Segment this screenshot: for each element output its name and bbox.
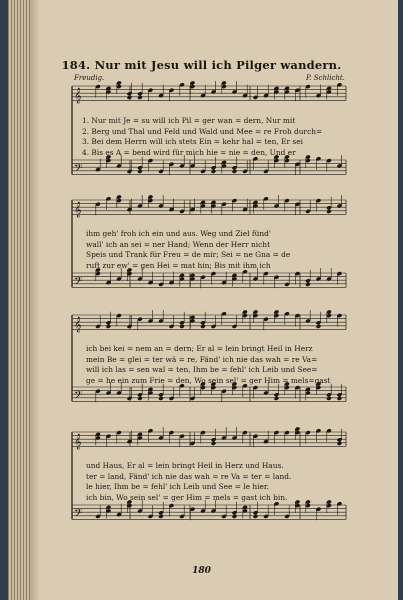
lyric-line: ich bei kei = nem an = dern; Er al = lein bringt Heil in Herz [86,344,313,353]
lyric-line: ich bin, Wo sein sel' = ger Him = mels = gast ich bin. [86,492,288,502]
note-head [137,95,143,100]
lyric-line: mein Be = glei = ter wä = re, Fänd' ich nie das wah = re Va= [86,354,318,364]
note-head [158,396,164,401]
lyric-block [82,116,322,158]
treble-staff [72,80,346,103]
page-number: 180 [192,566,211,576]
bass-clef-icon: 𝄢 [74,162,83,178]
note-head [326,396,332,401]
lyric-block [86,344,331,386]
note-head [106,324,112,329]
note-head [232,169,238,174]
tempo-marking: Freudig. [74,74,105,82]
note-head [137,396,143,401]
lyric-line: ge = he ein zum Frie = den, Wo sein sel' = ger Him = mels=gast [86,375,331,385]
lyric-line: 1. Nur mit Je = su will ich Pil = ger wan = dern, Nur mit [82,116,296,125]
note-head [316,324,322,329]
note-head [305,282,311,287]
treble-clef-icon: 𝄞 [74,88,82,104]
lyric-block [86,229,290,271]
lyric-line: 2. Berg und Thal und Feld und Wald und Mee = re Froh durch= [82,126,323,136]
note-head [211,169,217,174]
treble-staff [72,309,346,332]
lyric-line: will ich las = sen wal = ten, Ihm be = fehl' ich Leib und See= [86,365,318,374]
note-head [179,324,185,329]
note-head [211,441,217,446]
hymn-title: 184. Nur mit Jesu will ich Pilger wandern. [61,58,342,72]
lyric-line: ihm geh' froh ich ein und aus. Weg und Ziel fünd' [86,229,271,238]
note-head [137,169,143,174]
lyric-line: le hier, Ihm be = fehl' ich Leib und See = le hier. [86,482,269,491]
lyric-line: 4. Bis es A = bend wird für mich hie = nie = den, Und er [82,147,296,157]
treble-staff [72,194,346,217]
note-head [274,396,280,401]
note-head [232,514,238,519]
treble-clef-icon: 𝄞 [74,202,82,218]
note-head [337,441,343,446]
bass-clef-icon: 𝄢 [74,275,83,291]
treble-clef-icon: 𝄞 [74,434,82,450]
lyric-line: ter = land, Fänd' ich nie das wah = re Va = ter = land. [86,471,292,481]
bass-clef-icon: 𝄢 [74,389,83,405]
treble-clef-icon: 𝄞 [74,317,82,333]
lyric-block [86,461,291,503]
lyric-line: 3. Bei dem Herrn will ich stets Ein = kehr hal = ten, Er sei [82,137,303,146]
note-head [200,324,206,329]
lyric-line: wall' ich an sei = ner Hand; Wenn der Herr nicht [86,239,271,249]
lyric-line: Speis und Trank für Freu = de mir; Sei = ne Gna = de [86,250,291,259]
lyric-line: ruft zur ew' = gen Hei = mat hin; Bis mit ihm ich [86,260,271,270]
note-head [326,209,332,214]
note-head [253,514,259,519]
note-head [158,514,164,519]
note-head [127,95,133,100]
note-head [337,396,343,401]
composer-credit: P. Schlicht. [306,74,345,82]
lyric-line: und Haus, Er al = lein bringt Heil in Herz und Haus. [86,461,284,470]
treble-staff [72,426,346,449]
bass-clef-icon: 𝄢 [74,507,83,523]
